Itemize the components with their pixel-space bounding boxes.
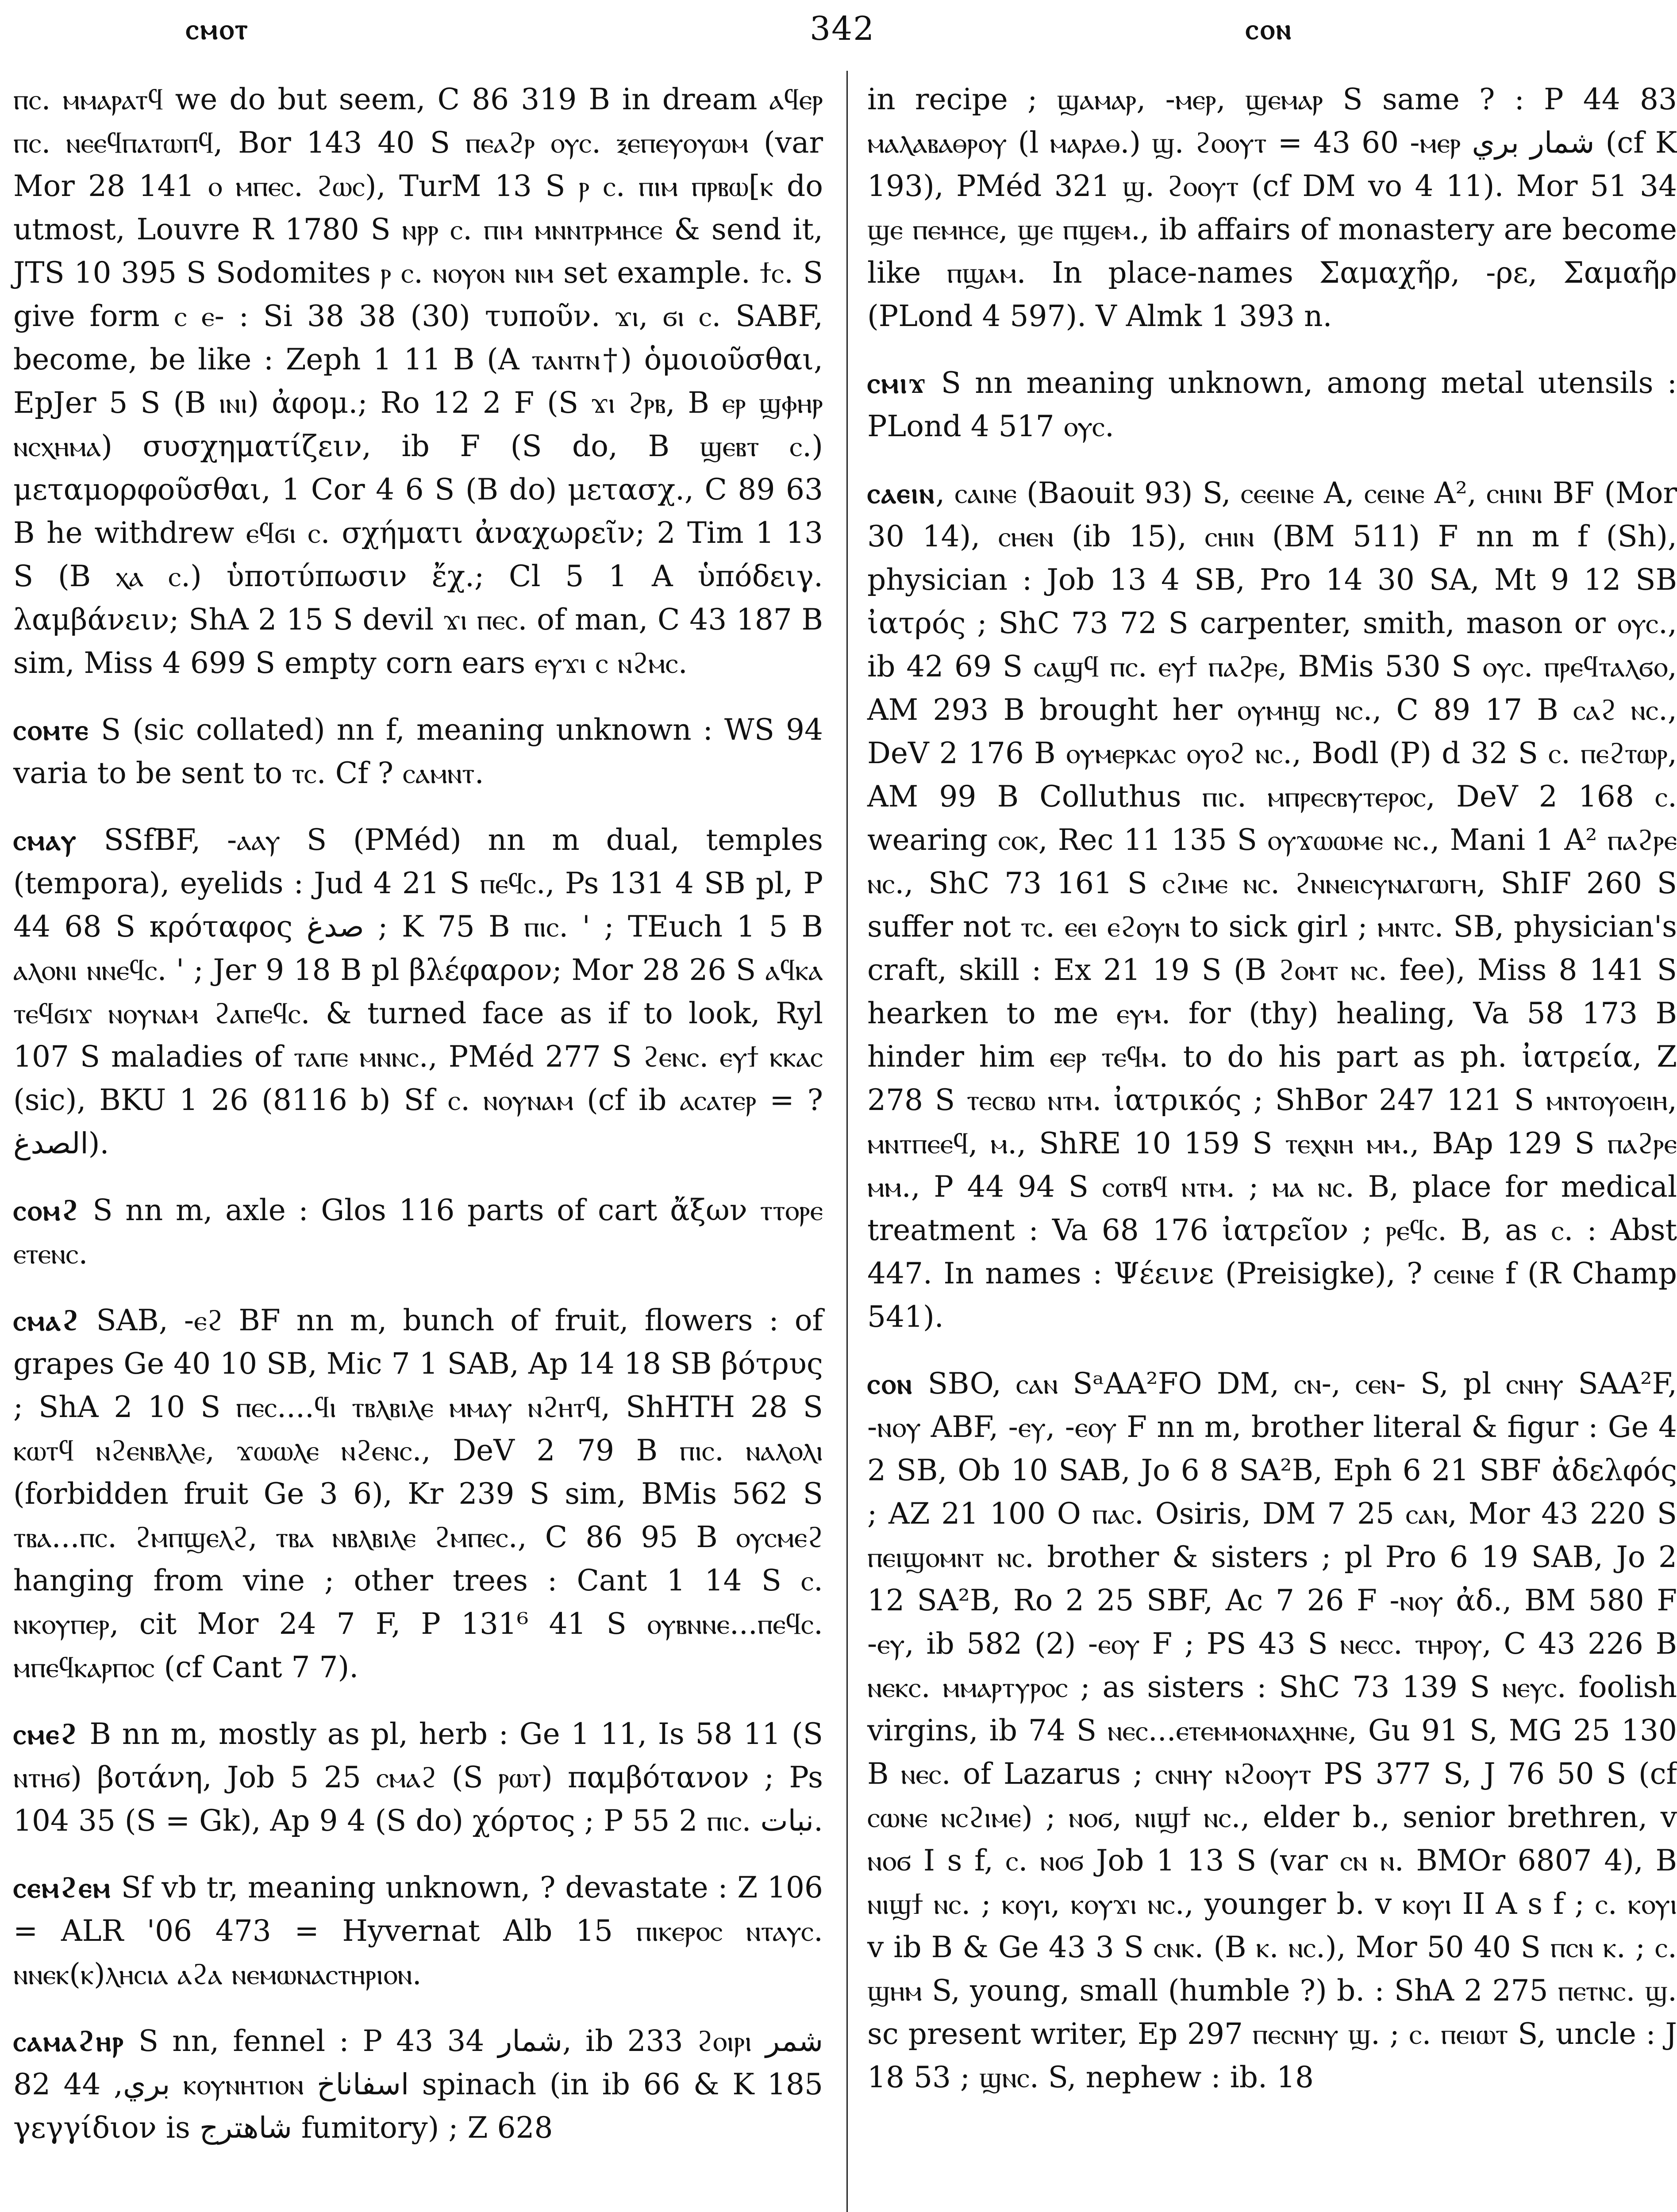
entry-headword: ⲥⲉⲙϩⲉⲙ — [13, 1870, 112, 1905]
dictionary-entry — [867, 1362, 1677, 2099]
dictionary-entry — [13, 1712, 823, 1843]
entry-headword: ⲥⲟⲛ — [867, 1366, 913, 1401]
entry-headword: ⲥⲙⲁⲩ — [13, 822, 77, 857]
entry-text: Sf vb tr, meaning unknown, ? devastate : Z 106 = ALR '06 473 = Hyvernat Alb 15 ⲡⲓⲕⲉⲣⲟⲥ ⲛⲧⲁⲩⲥ. ⲛⲛⲉⲕ(ⲕ)ⲗⲏⲥⲓⲁ ⲁϩⲁ ⲛⲉⲙⲱⲛⲁⲥⲧⲏⲣⲓⲟⲛ. — [13, 1870, 823, 1991]
dictionary-entry — [13, 1188, 823, 1275]
dictionary-entry — [867, 471, 1677, 1339]
column-divider — [846, 71, 848, 2212]
right-column — [867, 77, 1677, 2122]
running-head-right: ⲥⲟⲛ — [1246, 12, 1293, 46]
entry-headword: ⲥⲙⲁϩ — [13, 1303, 81, 1337]
entry-text: S (sic collated) nn f, meaning unknown : WS 94 varia to be sent to ⲧⲥ. Cf ? ⲥⲁⲙⲛⲧ. — [13, 713, 823, 790]
dictionary-entry — [13, 2019, 823, 2150]
dictionary-entry — [13, 1298, 823, 1689]
dictionary-entry — [13, 77, 823, 685]
running-head-left: ⲥⲙⲟⲧ — [186, 12, 250, 46]
entry-text: B nn m, mostly as pl, herb : Ge 1 11, Is 58 11 (S ⲛⲧⲏϭ) βοτάνη, Job 5 25 ⲥⲙⲁϩ (S ⲣⲱⲧ) παμβότανον ; Ps 104 35 (S = Gk), Ap 9 4 (S do) χόρτος ; P 55 2 ⲡⲓⲥ. نبات. — [13, 1717, 823, 1838]
dictionary-entry — [13, 1866, 823, 1996]
entry-text: , ⲥⲁⲓⲛⲉ (Baouit 93) S, ⲥⲉⲉⲓⲛⲉ A, ⲥⲉⲓⲛⲉ A², ⲥⲏⲓⲛⲓ BF (Mor 30 14), ⲥⲏⲉⲛ (ib 15), ⲥⲏⲓⲛ (BM 511) F nn m f (Sh), physician : Job 13 4 SB, Pro 14 30 SA, Mt 9 12 SB ἰατρός ; ShC 73 72 S carpenter, smith, mason or ⲟⲩⲥ., ib 42 69 S ⲥⲁϣϥ ⲡⲥ. ⲉⲩϯ ⲡⲁϩⲣⲉ, BMis 530 S ⲟⲩⲥ. ⲡⲣⲉϥⲧⲁⲗϭⲟ, AM 293 B brought her ⲟⲩⲙⲏϣ ⲛⲥ., C 89 17 B ⲥⲁϩ ⲛⲥ., DeV 2 176 B ⲟⲩⲙⲉⲣⲕⲁⲥ ⲟⲩⲟϩ ⲛⲥ., Bodl (P) d 32 S ⲥ. ⲡⲉϩⲧⲱⲣ, AM 99 B Colluthus ⲡⲓⲥ. ⲙⲡⲣⲉⲥⲃⲩⲧⲉⲣⲟⲥ, DeV 2 168 ⲥ. wearing ⲥⲟⲕ, Rec 11 135 S ⲟⲩϫⲱⲱⲙⲉ ⲛⲥ., Mani 1 A² ⲡⲁϩⲣⲉ ⲛⲥ., ShC 73 161 S ⲥϩⲓⲙⲉ ⲛⲥ. ϩⲛⲛⲉⲓⲥⲩⲛⲁⲅⲱⲅⲏ, ShIF 260 S suffer not ⲧⲥ. ⲉⲉⲓ ⲉϩⲟⲩⲛ to sick girl ; ⲙⲛⲧⲥ. SB, physician's craft, skill : Ex 21 19 S (B ϩⲟⲙⲧ ⲛⲥ. fee), Miss 8 141 S hearken to me ⲉⲩⲙ. for (thy) healing, Va 58 173 B hinder him ⲉⲉⲣ ⲧⲉϥⲙ. to do his part as ph. ἰατρεία, Z 278 S ⲧⲉⲥⲃⲱ ⲛⲧⲙ. ἰατρικός ; ShBor 247 121 S ⲙⲛⲧⲟⲩⲟⲉⲓⲏ, ⲙⲛⲧⲡⲉⲉϥ, ⲙ., ShRE 10 159 S ⲧⲉⲭⲛⲏ ⲙⲙ., BAp 129 S ⲡⲁϩⲣⲉ ⲙⲙ., P 44 94 S ⲥⲟⲧⲃϥ ⲛⲧⲙ. ; ⲙⲁ ⲛⲥ. B, place for medical treatment : Va 68 176 ἰατρεῖον ; ⲣⲉϥⲥ. B, as ⲥ. : Abst 447. In names : Ψέεινε (Preisigke), ? ⲥⲉⲓⲛⲉ f (R Champ 541). — [867, 476, 1677, 1334]
page-number: 342 — [810, 10, 875, 48]
entry-text: ⲡⲥ. ⲙⲙⲁⲣⲁⲧϥ we do but seem, C 86 319 B in dream ⲁϥⲉⲣ ⲡⲥ. ⲛⲉⲉϥⲡⲁⲧⲱⲡϥ, Bor 143 40 S ⲡⲉⲁϩⲣ ⲟⲩⲥ. ⲝⲉⲡⲉⲩⲟⲩⲱⲙ (var Mor 28 141 ⲟ ⲙⲡⲉⲥ. ϩⲱⲥ), TurM 13 S ⲣ ⲥ. ⲡⲓⲙ ⲡⲣⲃⲱ[ⲕ do utmost, Louvre R 1780 S ⲛⲣⲣ ⲥ. ⲡⲓⲙ ⲙⲛⲛⲧⲣⲙⲏⲥⲉ & send it, JTS 10 395 S Sodomites ⲣ ⲥ. ⲛⲟⲩⲟⲛ ⲛⲓⲙ set example. ϯⲥ. S give form ⲥ ⲉ- : Si 38 38 (30) τυποῦν. ϫⲓ, ϭⲓ ⲥ. SABF, become, be like : Zeph 1 11 B (A ⲧⲁⲛⲧⲛ†) ὁμοιοῦσθαι, EpJer 5 S (B ⲓⲛⲓ) ἀφομ.; Ro 12 2 F (S ϫⲓ ϩⲣⲃ, B ⲉⲣ ϣⲫⲏⲣ ⲛⲥⲭⲏⲙⲁ) συσχηματίζειν, ib F (S do, B ϣⲉⲃⲧ ⲥ.) μεταμορφοῦσθαι, 1 Cor 4 6 S (B do) μετασχ., C 89 63 B he withdrew ⲉϥϭⲓ ⲥ. σχήματι ἀναχωρεῖν; 2 Tim 1 13 S (B ⲭⲁ ⲥ.) ὑποτύπωσιν ἔχ.; Cl 5 1 A ὑπόδειγ. λαμβάνειν; ShA 2 15 S devil ϫⲓ ⲡⲉⲥ. of man, C 43 187 B sim, Miss 4 699 S empty corn ears ⲉⲩϫⲓ ⲥ ⲛϩⲙⲥ. — [13, 82, 823, 680]
entry-text: S nn m, axle : Glos 116 parts of cart ἄξων ⲧⲧⲟⲣⲉ ⲉⲧⲉⲛⲥ. — [13, 1193, 823, 1271]
entry-headword: ⲥⲁⲙⲁϩⲏⲣ — [13, 2024, 125, 2058]
page-header — [0, 0, 1667, 58]
entry-text: SSfBF, -ⲁⲁⲩ S (PMéd) nn m dual, temples (tempora), eyelids : Jud 4 21 S ⲡⲉϥⲥ., Ps 131 4 SB pl, P 44 68 S κρόταφος صدغ ; K 75 B ⲡⲓⲥ. ' ; TEuch 1 5 B ⲁⲗⲟⲛⲓ ⲛⲛⲉϥⲥ. ' ; Jer 9 18 B pl βλέφαρον; Mor 28 26 S ⲁϥⲕⲁ ⲧⲉϥϭⲓϫ ⲛⲟⲩⲛⲁⲙ ϩⲁⲡⲉϥⲥ. & turned face as if to look, Ryl 107 S maladies of ⲧⲁⲡⲉ ⲙⲛⲛⲥ., PMéd 277 S ϩⲉⲛⲥ. ⲉⲩϯ ⲕⲕⲁⲥ (sic), BKU 1 26 (8116 b) Sf ⲥ. ⲛⲟⲩⲛⲁⲙ (cf ib ⲁⲥⲁⲧⲉⲣ = ? الصدغ). — [13, 823, 823, 1160]
entry-text: in recipe ; ϣⲁⲙⲁⲣ, -ⲙⲉⲣ, ϣⲉⲙⲁⲣ S same ? : P 44 83 ⲙⲁⲗⲁⲃⲁⲑⲣⲟⲩ (l ⲙⲁⲣⲁⲑ.) ϣ. ϩⲟⲟⲩⲧ = 43 60 -ⲙⲉⲣ شمار بري (cf K 193), PMéd 321 ϣ. ϩⲟⲟⲩⲧ (cf DM vo 4 11). Mor 51 34 ϣⲉ ⲡⲉⲙⲏⲥⲉ, ϣⲉ ⲡϣⲉⲙ., ib affairs of monastery are become like ⲡϣⲁⲙ. In place-names Σαμαχῆρ, -ρε, Σαμαῆρ (PLond 4 597). V Almk 1 393 n. — [867, 82, 1677, 333]
dictionary-entry — [13, 818, 823, 1165]
entry-headword: ⲥⲟⲙⲧⲉ — [13, 712, 89, 747]
entry-headword: ⲥⲙⲓϫ — [867, 365, 927, 400]
entry-headword: ⲥⲙⲉϩ — [13, 1717, 79, 1751]
dictionary-entry — [13, 708, 823, 795]
entry-headword: ⲥⲟⲙϩ — [13, 1193, 80, 1227]
left-column — [13, 77, 823, 2173]
dictionary-entry — [867, 361, 1677, 448]
entry-text: SAB, -ⲉϩ BF nn m, bunch of fruit, flowers : of grapes Ge 40 10 SB, Mic 7 1 SAB, Ap 14 18 SB βότρυς ; ShA 2 10 S ⲡⲉⲥ....ϥⲓ ⲧⲃⲗⲃⲓⲗⲉ ⲙⲙⲁⲩ ⲛϩⲏⲧϥ, ShHTH 28 S ⲕⲱⲧϥ ⲛϩⲉⲛⲃⲗⲗⲉ, ϫⲱⲱⲗⲉ ⲛϩⲉⲛⲥ., DeV 2 79 B ⲡⲓⲥ. ⲛⲁⲗⲟⲗⲓ (forbidden fruit Ge 3 6), Kr 239 S sim, BMis 562 S ⲧⲃⲁ...ⲡⲥ. ϩⲙⲡϣⲉⲗϩ, ⲧⲃⲁ ⲛⲃⲗⲃⲓⲗⲉ ϩⲙⲡⲉⲥ., C 86 95 B ⲟⲩⲥⲙⲉϩ hanging from vine ; other trees : Cant 1 14 S ⲥ. ⲛⲕⲟⲩⲡⲉⲣ, cit Mor 24 7 F, P 131⁶ 41 S ⲟⲩⲃⲛⲛⲉ...ⲡⲉϥⲥ. ⲙⲡⲉϥⲕⲁⲣⲡⲟⲥ (cf Cant 7 7). — [13, 1303, 823, 1684]
entry-text: SBO, ⲥⲁⲛ SᵃAA²FO DM, ⲥⲛ-, ⲥⲉⲛ- S, pl ⲥⲛⲏⲩ SAA²F, -ⲛⲟⲩ ABF, -ⲉⲩ, -ⲉⲟⲩ F nn m, brother literal & figur : Ge 4 2 SB, Ob 10 SAB, Jo 6 8 SA²B, Eph 6 21 SBF ἀδελφός ; AZ 21 100 O ⲡⲁⲥ. Osiris, DM 7 25 ⲥⲁⲛ, Mor 43 220 S ⲡⲉⲓϣⲟⲙⲛⲧ ⲛⲥ. brother & sisters ; pl Pro 6 19 SAB, Jo 2 12 SA²B, Ro 2 25 SBF, Ac 7 26 F -ⲛⲟⲩ ἀδ., BM 580 F -ⲉⲩ, ib 582 (2) -ⲉⲟⲩ F ; PS 43 S ⲛⲉⲥⲥ. ⲧⲏⲣⲟⲩ, C 43 226 B ⲛⲉⲕⲥ. ⲙⲙⲁⲣⲧⲩⲣⲟⲥ ; as sisters : ShC 73 139 S ⲛⲉⲩⲥ. foolish virgins, ib 74 S ⲛⲉⲥ...ⲉⲧⲉⲙⲙⲟⲛⲁⲭⲏⲛⲉ, Gu 91 S, MG 25 130 B ⲛⲉⲥ. of Lazarus ; ⲥⲛⲏⲩ ⲛϩⲟⲟⲩⲧ PS 377 S, J 76 50 S (cf ⲥⲱⲛⲉ ⲛⲥϩⲓⲙⲉ) ; ⲛⲟϭ, ⲛⲓϣϯ ⲛⲥ., elder b., senior brethren, v ⲛⲟϭ I s f, ⲥ. ⲛⲟϭ Job 1 13 S (var ⲥⲛ ⲛ. BMOr 6807 4), B ⲛⲓϣϯ ⲛⲥ. ; ⲕⲟⲩⲓ, ⲕⲟⲩϫⲓ ⲛⲥ., younger b. v ⲕⲟⲩⲓ II A s f ; ⲥ. ⲕⲟⲩⲓ v ib B & Ge 43 3 S ⲥⲛⲕ. (B ⲕ. ⲛⲥ.), Mor 50 40 S ⲡⲥⲛ ⲕ. ; ⲥ. ϣⲏⲙ S, young, small (humble ?) b. : ShA 2 275 ⲡⲉⲧⲛⲥ. ϣ. sc present writer, Ep 297 ⲡⲉⲥⲛⲏⲩ ϣ. ; ⲥ. ⲡⲉⲓⲱⲧ S, uncle : J 18 53 ; ϣⲛⲥ. S, nephew : ib. 18 — [867, 1367, 1677, 2094]
entry-text: S nn meaning unknown, among metal utensils : PLond 4 517 ⲟⲩⲥ. — [867, 366, 1677, 443]
dictionary-entry — [867, 77, 1677, 338]
entry-headword: ⲥⲁⲉⲓⲛ — [867, 476, 936, 510]
entry-text: S nn, fennel : P 43 34 شمار, ib 233 ϩⲟⲓⲣⲓ شمر بري, 44 82 ⲕⲟⲩⲛⲏⲧⲓⲟⲛ اسفاناخ spinach (in ib 66 & K 185 γεγγίδιον is شاهترج fumitory) ; Z 628 — [13, 2024, 823, 2145]
